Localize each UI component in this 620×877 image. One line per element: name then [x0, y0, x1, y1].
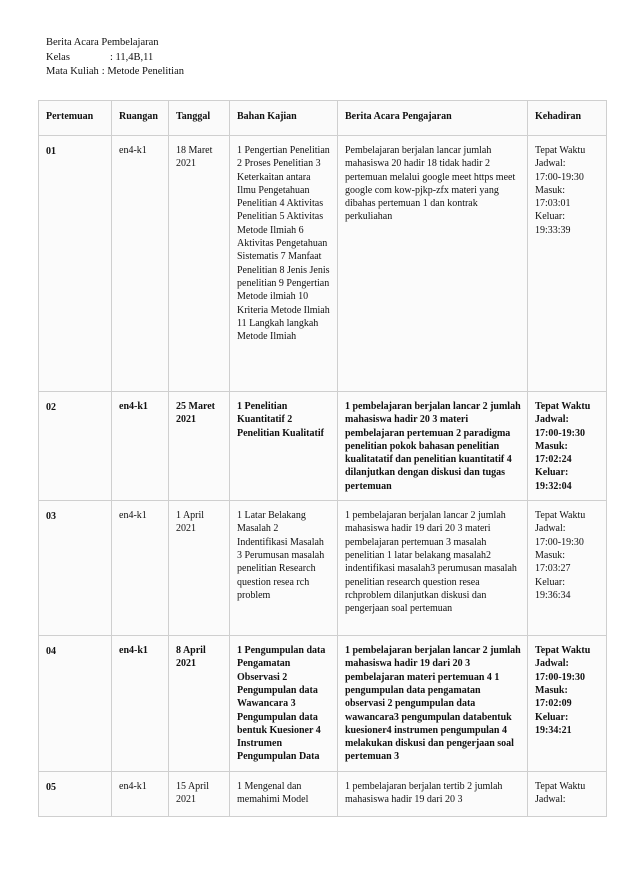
- document-title: Berita Acara Pembelajaran: [46, 37, 159, 48]
- keluar-value: 19:36:34: [535, 589, 571, 601]
- pertemuan-cell: 05: [39, 771, 112, 816]
- mata-kuliah-row: [46, 65, 184, 80]
- masuk-value: 17:02:24: [535, 454, 572, 466]
- kehadiran-cell: [528, 636, 607, 772]
- pertemuan-cell: 01: [39, 136, 112, 392]
- kelas-row: [46, 51, 184, 66]
- keluar-label: Keluar:: [535, 211, 565, 223]
- kehadiran-status: Tepat Waktu: [535, 780, 586, 792]
- berita-acara-cell: 1 pembelajaran berjalan tertib 2 jumlah mahasiswa hadir 19 dari 20 3: [338, 771, 528, 816]
- bahan-kajian-cell: 1 Pengertian Penelitian 2 Proses Penelitian 3 Keterkaitan antara Ilmu Pengetahuan Penelitian 4 Aktivitas Penelitian 5 Aktivitas Metode Ilmiah 6 Aktivitas Pengetahuan Sistematis 7 Manfaat Penelitian 8 Jenis Jenis penelitian 9 Pengertian Metode ilmiah 10 Kriteria Metode Ilmiah 11 Langkah langkah Metode Ilmiah: [230, 136, 338, 392]
- pertemuan-cell: 02: [39, 392, 112, 501]
- tanggal-cell: 1 April 2021: [169, 501, 230, 636]
- masuk-label: Masuk:: [535, 549, 565, 561]
- document-header: [46, 36, 184, 80]
- column-header-bahan-kajian: Bahan Kajian: [230, 101, 338, 136]
- keluar-value: 19:32:04: [535, 480, 572, 492]
- table-row: [39, 501, 607, 636]
- ruangan-cell: en4-k1: [112, 136, 169, 392]
- table-row: [39, 636, 607, 772]
- column-header-berita-acara: Berita Acara Pengajaran: [338, 101, 528, 136]
- masuk-value: 17:03:27: [535, 563, 571, 575]
- table-row: [39, 392, 607, 501]
- kelas-value: : 11,4B,11: [110, 51, 154, 63]
- masuk-value: 17:02:09: [535, 698, 572, 710]
- masuk-label: Masuk:: [535, 440, 568, 452]
- jadwal-value: 17:00-19:30: [535, 427, 585, 439]
- ruangan-cell: en4-k1: [112, 771, 169, 816]
- jadwal-label: Jadwal:: [535, 794, 566, 806]
- tanggal-cell: 15 April 2021: [169, 771, 230, 816]
- masuk-value: 17:03:01: [535, 198, 571, 210]
- jadwal-label: Jadwal:: [535, 158, 566, 170]
- column-header-ruangan: Ruangan: [112, 101, 169, 136]
- bahan-kajian-cell: 1 Latar Belakang Masalah 2 Indentifikasi Masalah 3 Perumusan masalah penelitian Research question resea rch problem: [230, 501, 338, 636]
- jadwal-label: Jadwal:: [535, 414, 569, 426]
- masuk-label: Masuk:: [535, 684, 568, 696]
- pertemuan-cell: 03: [39, 501, 112, 636]
- kelas-label: Kelas: [46, 51, 70, 63]
- keluar-label: Keluar:: [535, 467, 569, 479]
- berita-acara-cell: 1 pembelajaran berjalan lancar 2 jumlah mahasiswa hadir 20 3 materi pembelajaran pertemuan 2 paradigma penelitian pokok bahasan penelitian kualitatatif dan penelitian kuantitatif 4 dilanjutkan dengan diskusi dan tugas pertemuan: [338, 392, 528, 501]
- bahan-kajian-cell: 1 Pengumpulan data Pengamatan Observasi 2 Pengumpulan data Wawancara 3 Pengumpulan data bentuk Kuesioner 4 Instrumen Pengumpulan Data: [230, 636, 338, 772]
- table-row: [39, 136, 607, 392]
- column-header-kehadiran: Kehadiran: [528, 101, 607, 136]
- keluar-label: Keluar:: [535, 576, 565, 588]
- table-header-row: [39, 101, 607, 136]
- tanggal-cell: 8 April 2021: [169, 636, 230, 772]
- mata-kuliah-label: Mata Kuliah: [46, 66, 99, 77]
- berita-acara-cell: 1 pembelajaran berjalan lancar 2 jumlah mahasiswa hadir 19 dari 20 3 materi pembelajaran pertemuan 3 masalah penelitian 1 latar belakang masalah2 indentifikasi masalah3 perumusan masalah penelitian research question resea rchproblem dilanjutkan diskusi dan pengerjaan soal pertemuan: [338, 501, 528, 636]
- berita-acara-cell: Pembelajaran berjalan lancar jumlah mahasiswa 20 hadir 18 tidak hadir 2 pertemuan melalui google meet https meet google com kow-pjkp-zfx materi yang dibahas pertemuan 1 dan kontrak perkuliahan: [338, 136, 528, 392]
- bahan-kajian-cell: 1 Penelitian Kuantitatif 2 Penelitian Kualitatif: [230, 392, 338, 501]
- column-header-tanggal: Tanggal: [169, 101, 230, 136]
- bahan-kajian-cell: 1 Mengenal dan memahimi Model: [230, 771, 338, 816]
- ruangan-cell: en4-k1: [112, 392, 169, 501]
- tanggal-cell: 18 Maret 2021: [169, 136, 230, 392]
- kehadiran-status: Tepat Waktu: [535, 401, 591, 412]
- ruangan-cell: en4-k1: [112, 636, 169, 772]
- document-title-row: [46, 36, 184, 51]
- jadwal-value: 17:00-19:30: [535, 536, 584, 548]
- pertemuan-cell: 04: [39, 636, 112, 772]
- berita-acara-table: [38, 100, 607, 817]
- jadwal-value: 17:00-19:30: [535, 671, 585, 683]
- kehadiran-cell: [528, 501, 607, 636]
- keluar-value: 19:34:21: [535, 724, 572, 736]
- keluar-value: 19:33:39: [535, 224, 571, 236]
- jadwal-label: Jadwal:: [535, 523, 566, 535]
- jadwal-value: 17:00-19:30: [535, 171, 584, 183]
- keluar-label: Keluar:: [535, 711, 569, 723]
- ruangan-cell: en4-k1: [112, 501, 169, 636]
- kehadiran-cell: [528, 771, 607, 816]
- kehadiran-status: Tepat Waktu: [535, 645, 591, 657]
- masuk-label: Masuk:: [535, 184, 565, 196]
- kehadiran-cell: [528, 392, 607, 501]
- tanggal-cell: 25 Maret 2021: [169, 392, 230, 501]
- kehadiran-status: Tepat Waktu: [535, 145, 586, 156]
- kehadiran-status: Tepat Waktu: [535, 510, 586, 522]
- table-row: [39, 771, 607, 816]
- mata-kuliah-value: : Metode Penelitian: [101, 66, 185, 77]
- berita-acara-cell: 1 pembelajaran berjalan lancar 2 jumlah mahasiswa hadir 19 dari 20 3 pembelajaran materi pertemuan 4 1 pengumpulan data pengamatan observasi 2 pengumpulan data wawancara3 pengumpulan databentuk kuesioner4 instrumen pengumpulan 4 melakukan diskusi dan pengerjaan soal pertemuan 3: [338, 636, 528, 772]
- kehadiran-cell: [528, 136, 607, 392]
- column-header-pertemuan: Pertemuan: [39, 101, 112, 136]
- jadwal-label: Jadwal:: [535, 658, 569, 670]
